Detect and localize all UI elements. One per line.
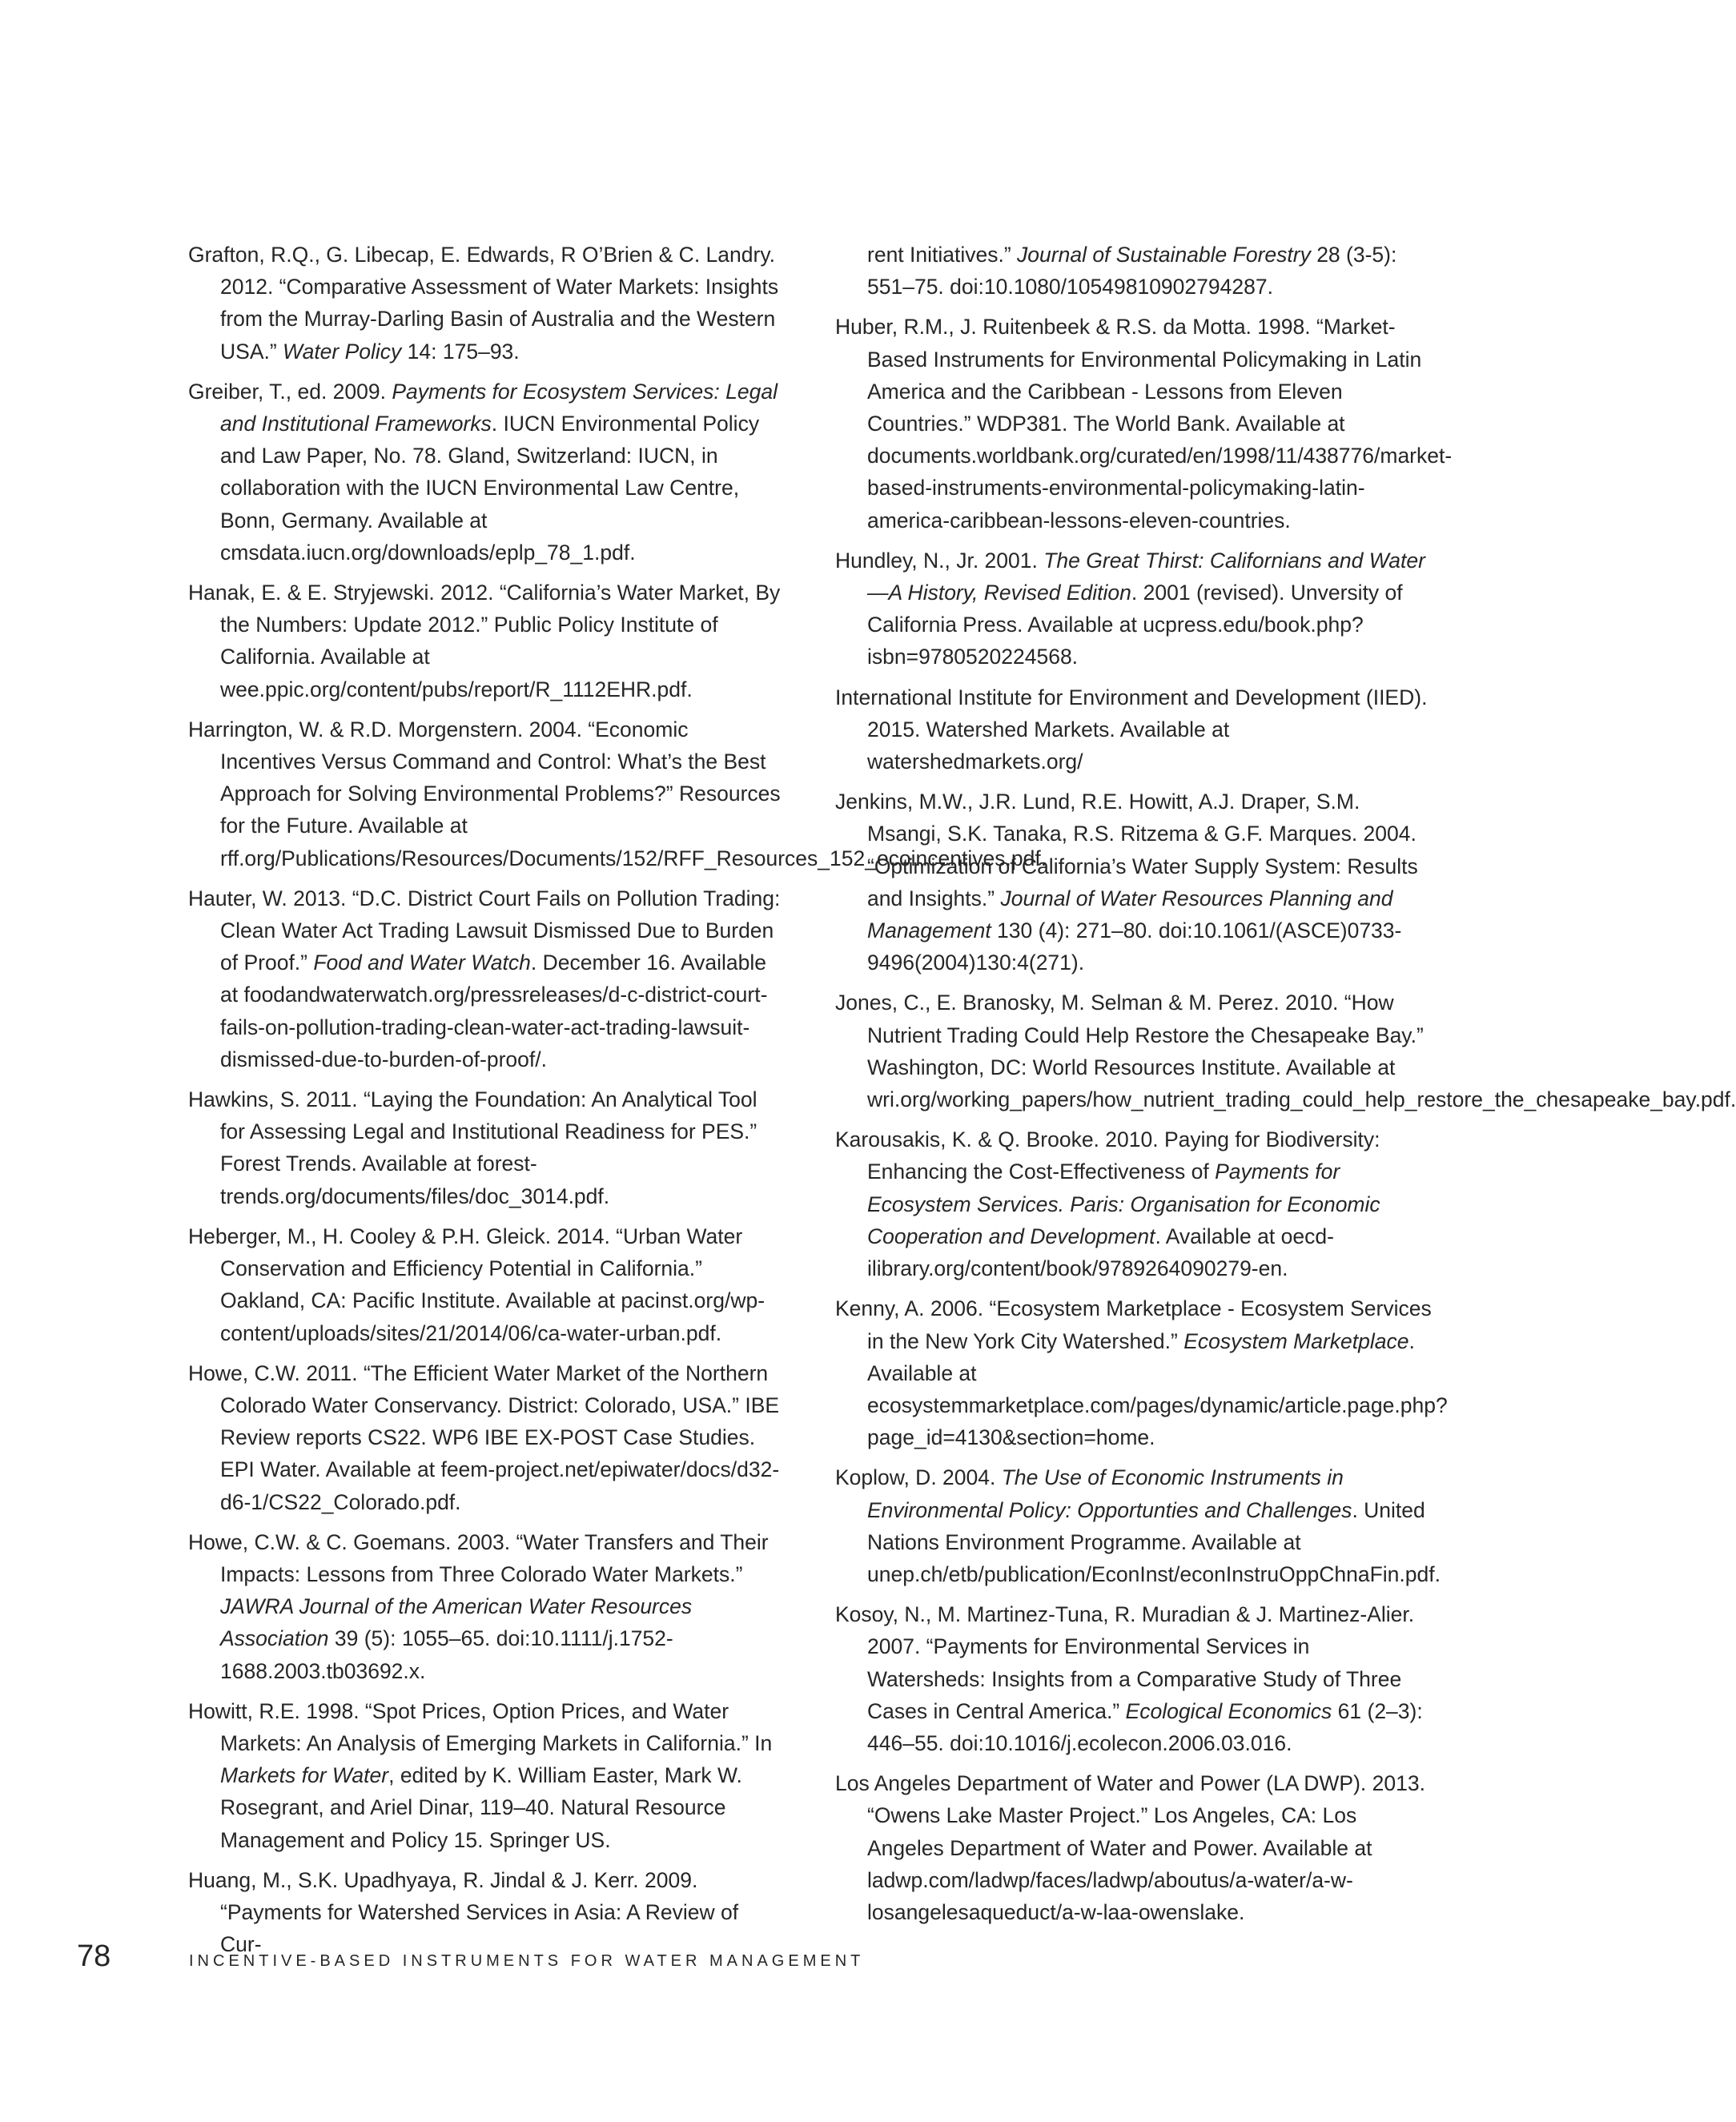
reference-entry	[188, 1083, 785, 1212]
reference-entry	[188, 1526, 785, 1687]
running-title: INCENTIVE-BASED INSTRUMENTS FOR WATER MANAGEMENT	[189, 1952, 865, 1970]
references-column-right	[835, 239, 1736, 1936]
reference-text: Jones, C., E. Branosky, M. Selman & M. Perez. 2010. “How Nutrient Trading Could Help Restore the Chesapeake Bay.” Washington, DC: World Resources Institute. Available at wri.org/working_papers/how_nutrient_trading_could_help_restore_the_chesapeake_bay.pdf.	[835, 991, 1736, 1112]
page-number: 78	[77, 1939, 111, 1973]
reference-entry	[835, 1292, 1448, 1453]
reference-title-italic: Journal of Sustainable Forestry	[1017, 243, 1311, 267]
reference-entry	[188, 239, 785, 368]
reference-entry	[835, 1767, 1432, 1928]
reference-entry	[835, 545, 1432, 673]
reference-text: . Available at ecosystemmarketplace.com/pages/dynamic/article.page.php?page_id=4130&section=home.	[867, 1328, 1448, 1450]
reference-text: Howitt, R.E. 1998. “Spot Prices, Option Prices, and Water Markets: An Analysis of Emerging Markets in California.” In	[188, 1698, 773, 1755]
reference-entry	[188, 713, 1047, 874]
reference-text: Grafton, R.Q., G. Libecap, E. Edwards, R O’Brien & C. Landry. 2012. “Comparative Assessment of Water Markets: Insights from the Murray-Darling Basin of Australia and the Western USA.”	[188, 243, 779, 364]
reference-text: 14: 175–93.	[401, 339, 520, 364]
reference-text: . Available at oecd-ilibrary.org/content/book/9789264090279-en.	[867, 1224, 1334, 1281]
reference-title-italic: Ecosystem Marketplace	[1183, 1328, 1409, 1353]
reference-text: 61 (2–3): 446–55. doi:10.1016/j.ecolecon.2006.03.016.	[867, 1698, 1423, 1755]
reference-entry	[188, 882, 785, 1075]
reference-entry	[835, 681, 1432, 778]
reference-text: Jenkins, M.W., J.R. Lund, R.E. Howitt, A.J. Draper, S.M. Msangi, S.K. Tanaka, R.S. Ritzema & G.F. Marques. 2004. “Optimization of California’s Water Supply System: Results and Insights.”	[835, 790, 1418, 910]
reference-text: Howe, C.W. & C. Goemans. 2003. “Water Transfers and Their Impacts: Lessons from Three Colorado Water Markets.”	[188, 1529, 769, 1586]
reference-text: . 2001 (revised). Unversity of California Press. Available at ucpress.edu/book.php?isbn=9780520224568.	[867, 581, 1403, 669]
reference-entry	[188, 577, 785, 705]
reference-entry-continued	[835, 239, 1432, 303]
reference-title-italic: Payments for Ecosystem Services: Legal and Institutional Frameworks	[220, 379, 778, 436]
reference-title-italic: Ecological Economics	[1125, 1698, 1332, 1723]
reference-text: Hauter, W. 2013. “D.C. District Court Fails on Pollution Trading: Clean Water Act Trading Lawsuit Dismissed Due to Burden of Proof.”	[188, 886, 781, 975]
reference-text: . December 16. Available at foodandwaterwatch.org/pressreleases/d-c-district-court-fails-on-pollution-trading-clean-water-act-trading-lawsuit-dismissed-due-to-burden-of-proof/.	[220, 950, 768, 1071]
reference-text: Koplow, D. 2004.	[835, 1465, 1002, 1490]
reference-text: International Institute for Environment and Development (IIED). 2015. Watershed Markets. Available at watershedmarkets.org/	[835, 685, 1428, 774]
reference-entry	[835, 786, 1432, 979]
reference-text: Harrington, W. & R.D. Morgenstern. 2004. “Economic Incentives Versus Command and Control: What’s the Best Approach for Solving Environmental Problems?” Resources for the Future. Available at rff.org/Publications/Resources/Documents/152/RFF_Resources_152_ecoincentives.pdf.	[188, 717, 1047, 870]
reference-text: Huber, R.M., J. Ruitenbeek & R.S. da Motta. 1998. “Market-Based Instruments for Environmental Policymaking in Latin America and the Caribbean - Lessons from Eleven Countries.” WDP381. The World Bank. Available at documents.worldbank.org/curated/en/1998/11/438776/market-based-instruments-environmental-policymaking-latin-america-caribbean-lessons-eleven-countries.	[835, 315, 1453, 533]
reference-title-italic: Journal of Water Resources Planning and Management	[867, 886, 1393, 943]
reference-text: Kenny, A. 2006. “Ecosystem Marketplace - Ecosystem Services in the New York City Watershed.”	[835, 1296, 1432, 1353]
page-footer	[77, 1939, 864, 1979]
reference-entry	[835, 1598, 1432, 1759]
reference-text: rent Initiatives.”	[867, 243, 1018, 267]
reference-text: Hawkins, S. 2011. “Laying the Foundation: An Analytical Tool for Assessing Legal and Institutional Readiness for PES.” Forest Trends. Available at forest-trends.org/documents/files/doc_3014.pdf.	[188, 1087, 757, 1208]
reference-text: Greiber, T., ed. 2009.	[188, 379, 392, 404]
reference-text: Huang, M., S.K. Upadhyaya, R. Jindal & J. Kerr. 2009. “Payments for Watershed Services in Asia: A Review of Cur-	[188, 1867, 739, 1957]
reference-text: . IUCN Environmental Policy and Law Paper, No. 78. Gland, Switzerland: IUCN, in collaboration with the IUCN Environmental Law Centre, Bonn, Germany. Available at cmsdata.iucn.org/downloads/eplp_78_1.pdf.	[220, 412, 760, 565]
reference-entry	[835, 1123, 1432, 1284]
reference-entry	[835, 1461, 1441, 1590]
reference-text: 130 (4): 271–80. doi:10.1061/(ASCE)0733-9496(2004)130:4(271).	[867, 918, 1402, 975]
reference-text: . United Nations Environment Programme. Available at unep.ch/etb/publication/EconInst/econInstruOppChnaFin.pdf.	[867, 1497, 1441, 1586]
reference-text: Hundley, N., Jr. 2001.	[835, 548, 1044, 573]
reference-text: Howe, C.W. 2011. “The Efficient Water Market of the Northern Colorado Water Conservancy. District: Colorado, USA.” IBE Review reports CS22. WP6 IBE EX-POST Case Studies. EPI Water. Available at feem-project.net/epiwater/docs/d32-d6-1/CS22_Colorado.pdf.	[188, 1360, 780, 1514]
reference-text: , edited by K. William Easter, Mark W. Rosegrant, and Ariel Dinar, 119–40. Natural Resource Management and Policy 15. Springer US.	[220, 1763, 742, 1852]
reference-title-italic: Markets for Water	[220, 1763, 389, 1788]
reference-text: Heberger, M., H. Cooley & P.H. Gleick. 2014. “Urban Water Conservation and Efficiency Potential in California.” Oakland, CA: Pacific Institute. Available at pacinst.org/wp-content/uploads/sites/21/2014/06/ca-water-urban.pdf.	[188, 1224, 766, 1345]
reference-title-italic: The Use of Economic Instruments in Environmental Policy: Opportunties and Challenges	[867, 1465, 1352, 1522]
reference-entry	[188, 1695, 785, 1856]
reference-text: Los Angeles Department of Water and Power (LA DWP). 2013. “Owens Lake Master Project.” Los Angeles, CA: Los Angeles Department of Water and Power. Available at ladwp.com/ladwp/faces/ladwp/aboutus/a-water/a-w-losangelesaqueduct/a-w-laa-owenslake.	[835, 1771, 1425, 1924]
reference-entry	[188, 1220, 785, 1349]
reference-title-italic: JAWRA Journal of the American Water Resources Association	[220, 1594, 693, 1651]
reference-title-italic: Food and Water Watch	[313, 950, 531, 975]
reference-text: Karousakis, K. & Q. Brooke. 2010. Paying for Biodiversity: Enhancing the Cost-Effectiveness of	[835, 1127, 1380, 1184]
reference-text: Kosoy, N., M. Martinez-Tuna, R. Muradian & J. Martinez-Alier. 2007. “Payments for Environmental Services in Watersheds: Insights from a Comparative Study of Three Cases in Central America.”	[835, 1602, 1415, 1723]
reference-title-italic: The Great Thirst: Californians and Water—A History, Revised Edition	[867, 548, 1425, 605]
reference-title-italic: Payments for Ecosystem Services. Paris: Organisation for Economic Cooperation and Development	[867, 1159, 1380, 1248]
reference-entry	[188, 1357, 785, 1518]
reference-entry	[188, 376, 785, 569]
reference-text: Hanak, E. & E. Stryjewski. 2012. “California’s Water Market, By the Numbers: Update 2012.” Public Policy Institute of California. Available at wee.ppic.org/content/pubs/report/R_1112EHR.pdf.	[188, 581, 781, 701]
reference-text: 39 (5): 1055–65. doi:10.1111/j.1752-1688.2003.tb03692.x.	[220, 1626, 673, 1683]
reference-entry	[835, 311, 1453, 536]
reference-title-italic: Water Policy	[283, 339, 402, 364]
reference-text: 28 (3-5): 551–75. doi:10.1080/10549810902794287.	[867, 243, 1397, 299]
reference-entry	[835, 987, 1736, 1115]
